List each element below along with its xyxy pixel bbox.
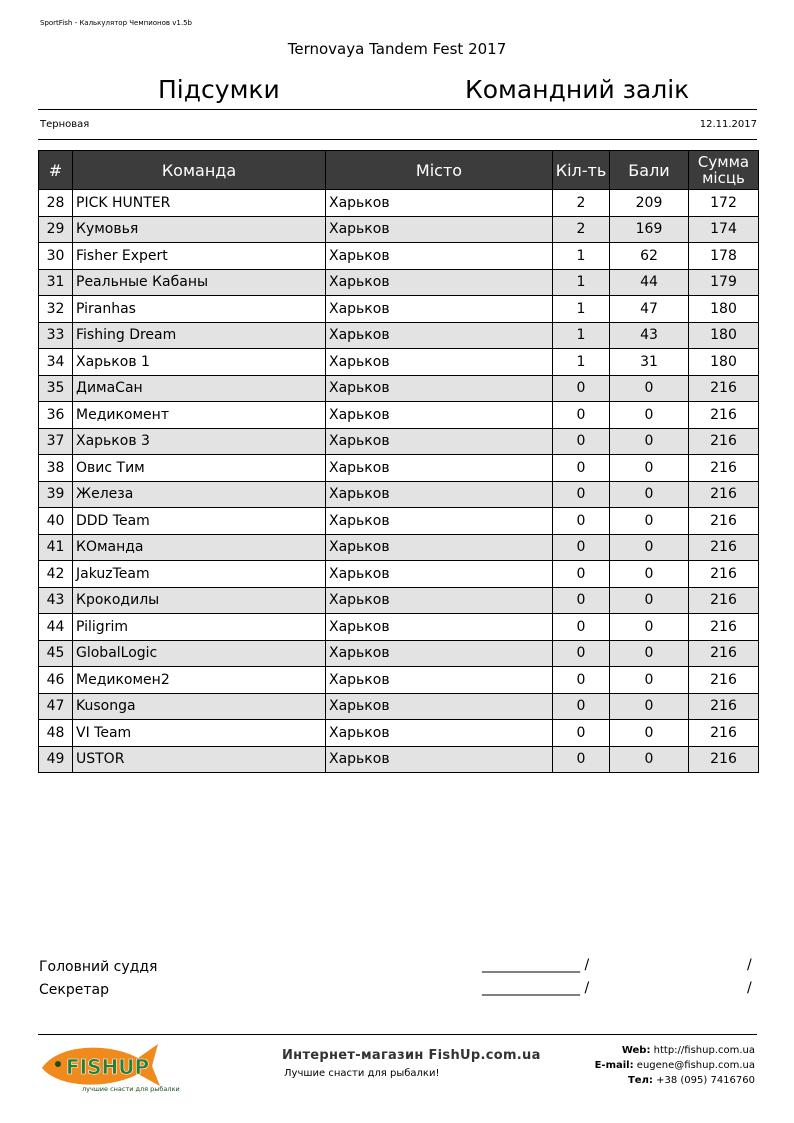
divider	[38, 109, 757, 110]
cell-place-sum: 216	[689, 693, 759, 720]
cell-points: 0	[610, 587, 689, 614]
app-caption: SportFish - Калькулятор Чемпионов v1.5b	[40, 19, 192, 27]
cell-city: Харьков	[326, 746, 553, 773]
cell-count: 0	[553, 667, 610, 694]
cell-team: Piligrim	[73, 614, 326, 641]
cell-city: Харьков	[326, 534, 553, 561]
cell-place-sum: 172	[689, 190, 759, 217]
cell-rank: 44	[39, 614, 73, 641]
cell-points: 0	[610, 720, 689, 747]
cell-points: 44	[610, 269, 689, 296]
cell-team: Fisher Expert	[73, 243, 326, 270]
cell-points: 0	[610, 693, 689, 720]
table-row	[39, 375, 759, 402]
cell-points: 0	[610, 614, 689, 641]
chief-judge-signature-line: ______________ /	[482, 957, 590, 973]
divider	[38, 139, 757, 140]
cell-rank: 47	[39, 693, 73, 720]
cell-city: Харьков	[326, 322, 553, 349]
cell-rank: 42	[39, 561, 73, 588]
cell-count: 1	[553, 269, 610, 296]
cell-city: Харьков	[326, 269, 553, 296]
cell-rank: 36	[39, 402, 73, 429]
cell-city: Харьков	[326, 693, 553, 720]
cell-points: 31	[610, 349, 689, 376]
cell-team: Fishing Dream	[73, 322, 326, 349]
cell-city: Харьков	[326, 375, 553, 402]
cell-rank: 37	[39, 428, 73, 455]
cell-rank: 34	[39, 349, 73, 376]
cell-count: 0	[553, 587, 610, 614]
cell-team: ДимаСан	[73, 375, 326, 402]
table-row	[39, 746, 759, 773]
cell-team: GlobalLogic	[73, 640, 326, 667]
column-header-count: Кіл-ть	[553, 151, 610, 190]
cell-place-sum: 216	[689, 455, 759, 482]
cell-place-sum: 174	[689, 216, 759, 243]
secretary-signature-line: ______________ /	[482, 980, 590, 996]
cell-team: Крокодилы	[73, 587, 326, 614]
cell-city: Харьков	[326, 640, 553, 667]
contact-phone-value: +38 (095) 7416760	[656, 1075, 755, 1086]
event-title: Ternovaya Tandem Fest 2017	[287, 40, 507, 58]
secretary-label: Секретар	[39, 982, 109, 998]
cell-count: 1	[553, 243, 610, 270]
cell-place-sum: 216	[689, 614, 759, 641]
cell-place-sum: 216	[689, 534, 759, 561]
cell-count: 0	[553, 640, 610, 667]
results-body	[39, 190, 759, 773]
cell-points: 0	[610, 640, 689, 667]
cell-count: 0	[553, 534, 610, 561]
page-title: Підсумки	[158, 75, 280, 104]
cell-points: 0	[610, 667, 689, 694]
cell-team: Медикомент	[73, 402, 326, 429]
cell-points: 209	[610, 190, 689, 217]
table-row	[39, 508, 759, 535]
cell-team: Овис Тим	[73, 455, 326, 482]
contact-email-link[interactable]: eugene@fishup.com.ua	[636, 1060, 755, 1071]
secretary-signature-end: /	[747, 980, 752, 996]
cell-rank: 28	[39, 190, 73, 217]
contact-web-link[interactable]: http://fishup.com.ua	[653, 1045, 755, 1056]
cell-team: Харьков 1	[73, 349, 326, 376]
cell-place-sum: 179	[689, 269, 759, 296]
cell-rank: 29	[39, 216, 73, 243]
cell-city: Харьков	[326, 667, 553, 694]
table-row	[39, 349, 759, 376]
cell-rank: 31	[39, 269, 73, 296]
cell-count: 0	[553, 693, 610, 720]
cell-count: 1	[553, 349, 610, 376]
date-label: 12.11.2017	[699, 119, 757, 130]
cell-count: 0	[553, 428, 610, 455]
cell-count: 1	[553, 296, 610, 323]
cell-count: 0	[553, 561, 610, 588]
cell-team: Реальные Кабаны	[73, 269, 326, 296]
page-subtitle: Командний залік	[465, 75, 690, 104]
cell-rank: 33	[39, 322, 73, 349]
location-label: Терновая	[40, 119, 90, 130]
cell-points: 0	[610, 375, 689, 402]
table-row	[39, 693, 759, 720]
column-header-rank: #	[39, 151, 73, 190]
cell-place-sum: 216	[689, 640, 759, 667]
table-row	[39, 216, 759, 243]
cell-city: Харьков	[326, 561, 553, 588]
table-row	[39, 269, 759, 296]
cell-rank: 40	[39, 508, 73, 535]
table-row	[39, 402, 759, 429]
column-header-city: Місто	[326, 151, 553, 190]
contact-web-label: Web:	[621, 1045, 651, 1056]
cell-city: Харьков	[326, 587, 553, 614]
table-row	[39, 534, 759, 561]
table-row	[39, 455, 759, 482]
cell-points: 0	[610, 455, 689, 482]
chief-judge-signature-end: /	[747, 957, 752, 973]
cell-place-sum: 216	[689, 561, 759, 588]
cell-city: Харьков	[326, 402, 553, 429]
table-row	[39, 481, 759, 508]
cell-place-sum: 180	[689, 349, 759, 376]
cell-city: Харьков	[326, 296, 553, 323]
chief-judge-label: Головний суддя	[39, 959, 158, 975]
cell-team: PICK HUNTER	[73, 190, 326, 217]
cell-count: 2	[553, 216, 610, 243]
cell-team: DDD Team	[73, 508, 326, 535]
cell-city: Харьков	[326, 508, 553, 535]
contact-web	[622, 1045, 755, 1056]
cell-points: 0	[610, 534, 689, 561]
cell-count: 0	[553, 508, 610, 535]
cell-rank: 39	[39, 481, 73, 508]
cell-team: USTOR	[73, 746, 326, 773]
table-header-row	[39, 151, 759, 190]
cell-city: Харьков	[326, 481, 553, 508]
column-header-place-sum: Сумма місць	[689, 151, 759, 190]
cell-rank: 45	[39, 640, 73, 667]
results-table	[38, 150, 759, 773]
cell-city: Харьков	[326, 455, 553, 482]
cell-team: Кумовья	[73, 216, 326, 243]
cell-rank: 46	[39, 667, 73, 694]
cell-city: Харьков	[326, 243, 553, 270]
cell-points: 47	[610, 296, 689, 323]
contact-phone	[628, 1075, 755, 1086]
cell-team: JakuzTeam	[73, 561, 326, 588]
cell-place-sum: 180	[689, 322, 759, 349]
cell-team: Харьков 3	[73, 428, 326, 455]
cell-points: 0	[610, 428, 689, 455]
contact-email-label: E-mail:	[594, 1060, 634, 1071]
column-header-team: Команда	[73, 151, 326, 190]
cell-place-sum: 216	[689, 481, 759, 508]
cell-place-sum: 180	[689, 296, 759, 323]
cell-place-sum: 216	[689, 587, 759, 614]
table-row	[39, 296, 759, 323]
cell-points: 43	[610, 322, 689, 349]
cell-rank: 38	[39, 455, 73, 482]
cell-place-sum: 216	[689, 508, 759, 535]
cell-city: Харьков	[326, 349, 553, 376]
cell-points: 0	[610, 508, 689, 535]
cell-city: Харьков	[326, 190, 553, 217]
cell-place-sum: 178	[689, 243, 759, 270]
cell-count: 0	[553, 455, 610, 482]
cell-place-sum: 216	[689, 667, 759, 694]
cell-team: Piranhas	[73, 296, 326, 323]
cell-rank: 30	[39, 243, 73, 270]
cell-points: 0	[610, 746, 689, 773]
cell-rank: 43	[39, 587, 73, 614]
cell-city: Харьков	[326, 428, 553, 455]
column-header-points: Бали	[610, 151, 689, 190]
cell-place-sum: 216	[689, 746, 759, 773]
cell-team: КОманда	[73, 534, 326, 561]
contact-email	[595, 1060, 755, 1071]
table-row	[39, 667, 759, 694]
contact-phone-label: Тел:	[627, 1075, 653, 1086]
logo-text: FISHUP	[66, 1055, 150, 1079]
table-row	[39, 640, 759, 667]
table-row	[39, 190, 759, 217]
cell-points: 62	[610, 243, 689, 270]
cell-points: 0	[610, 561, 689, 588]
cell-rank: 32	[39, 296, 73, 323]
cell-city: Харьков	[326, 216, 553, 243]
cell-count: 1	[553, 322, 610, 349]
cell-count: 0	[553, 481, 610, 508]
cell-points: 169	[610, 216, 689, 243]
fish-logo-icon	[38, 1038, 180, 1094]
cell-rank: 49	[39, 746, 73, 773]
cell-team: Медикомен2	[73, 667, 326, 694]
cell-place-sum: 216	[689, 402, 759, 429]
cell-team: Железа	[73, 481, 326, 508]
footer-divider	[38, 1034, 757, 1035]
table-row	[39, 243, 759, 270]
cell-rank: 48	[39, 720, 73, 747]
table-row	[39, 720, 759, 747]
cell-city: Харьков	[326, 614, 553, 641]
cell-team: VI Team	[73, 720, 326, 747]
cell-count: 0	[553, 375, 610, 402]
cell-place-sum: 216	[689, 375, 759, 402]
cell-rank: 41	[39, 534, 73, 561]
logo-tagline: лучшие снасти для рыбалки	[82, 1085, 180, 1093]
shop-subtitle: Лучшие снасти для рыбалки!	[284, 1068, 440, 1079]
cell-place-sum: 216	[689, 720, 759, 747]
cell-count: 0	[553, 720, 610, 747]
table-row	[39, 322, 759, 349]
shop-title: Интернет-магазин FishUp.com.ua	[282, 1048, 541, 1063]
table-row	[39, 561, 759, 588]
table-row	[39, 587, 759, 614]
cell-city: Харьков	[326, 720, 553, 747]
table-row	[39, 428, 759, 455]
table-row	[39, 614, 759, 641]
cell-count: 0	[553, 402, 610, 429]
cell-count: 0	[553, 746, 610, 773]
cell-count: 2	[553, 190, 610, 217]
cell-points: 0	[610, 402, 689, 429]
cell-count: 0	[553, 614, 610, 641]
fishup-logo	[38, 1038, 180, 1094]
cell-team: Kusonga	[73, 693, 326, 720]
cell-points: 0	[610, 481, 689, 508]
cell-place-sum: 216	[689, 428, 759, 455]
cell-rank: 35	[39, 375, 73, 402]
